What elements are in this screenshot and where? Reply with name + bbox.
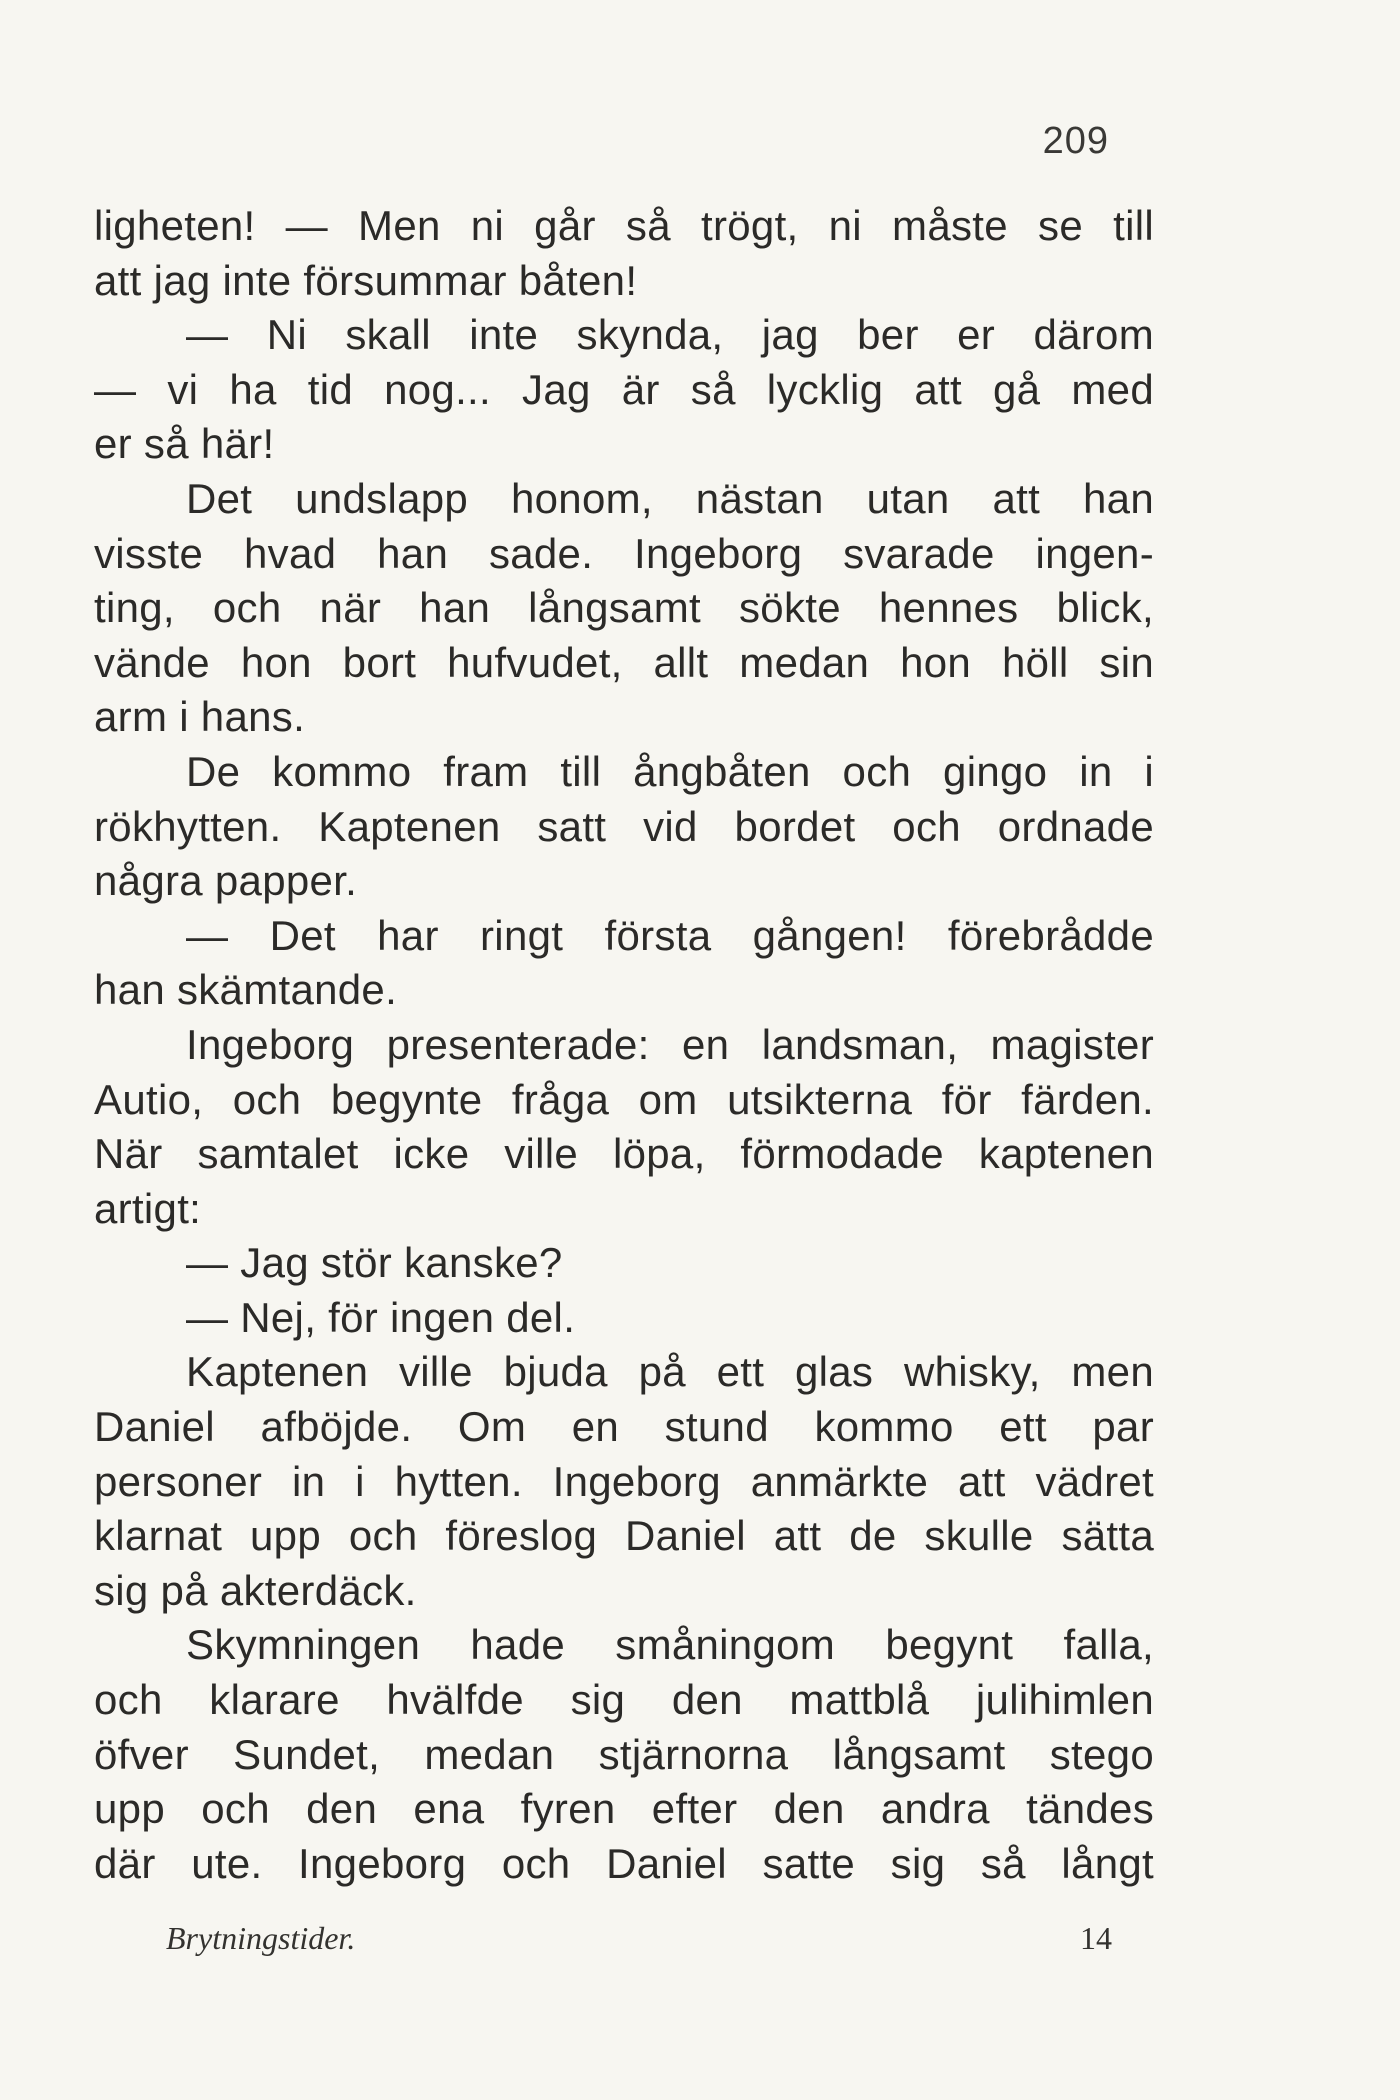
- footer-signature: Brytningstider.: [166, 1920, 356, 1956]
- text-line: öfver Sundet, medan stjärnorna långsamt stego: [94, 1730, 1154, 1778]
- text-line: er så här!: [94, 420, 275, 468]
- text-line: — Nej, för ingen del.: [186, 1293, 576, 1341]
- text-line: arm i hans.: [94, 693, 306, 741]
- text-line: ligheten! — Men ni går så trögt, ni måste se till: [94, 202, 1154, 249]
- footer-mark: 14: [1080, 1920, 1112, 1956]
- text-line: där ute. Ingeborg och Daniel satte sig så långt: [94, 1839, 1154, 1887]
- text-line: personer in i hytten. Ingeborg anmärkte att vädret: [94, 1457, 1154, 1505]
- text-line: visste hvad han sade. Ingeborg svarade ingen-: [94, 529, 1154, 577]
- text-line: upp och den ena fyren efter den andra tändes: [94, 1785, 1154, 1833]
- text-line: Kaptenen ville bjuda på ett glas whisky, men: [186, 1348, 1154, 1396]
- text-line: och klarare hvälfde sig den mattblå julihimlen: [94, 1676, 1154, 1724]
- text-line: När samtalet icke ville löpa, förmodade kaptenen: [94, 1130, 1154, 1178]
- text-line: vände hon bort hufvudet, allt medan hon höll sin: [94, 638, 1154, 686]
- text-line: rökhytten. Kaptenen satt vid bordet och ordnade: [94, 802, 1154, 850]
- text-line: — vi ha tid nog... Jag är så lycklig att gå med: [94, 365, 1154, 413]
- text-line: Autio, och begynte fråga om utsikterna för färden.: [94, 1075, 1154, 1123]
- text-line: Ingeborg presenterade: en landsman, magister: [186, 1020, 1154, 1068]
- text-line: han skämtande.: [94, 966, 398, 1014]
- text-line: att jag inte försummar båten!: [94, 256, 638, 304]
- body-text: [94, 199, 1154, 1891]
- text-line: — Det har ringt första gången! förebrådde: [186, 911, 1154, 959]
- text-line: Skymningen hade småningom begynt falla,: [186, 1621, 1154, 1669]
- text-line: klarnat upp och föreslog Daniel att de skulle sätta: [94, 1512, 1154, 1560]
- page-number: 209: [1042, 120, 1109, 162]
- text-line: — Jag stör kanske?: [186, 1239, 563, 1287]
- text-line: — Ni skall inte skynda, jag ber er därom: [186, 311, 1154, 359]
- text-line: sig på akterdäck.: [94, 1566, 417, 1614]
- text-line: artigt:: [94, 1184, 202, 1232]
- text-line: Daniel afböjde. Om en stund kommo ett par: [94, 1403, 1154, 1451]
- text-line: Det undslapp honom, nästan utan att han: [186, 474, 1154, 522]
- text-line: De kommo fram till ångbåten och gingo in i: [186, 747, 1154, 795]
- text-line: några papper.: [94, 857, 358, 905]
- text-line: ting, och när han långsamt sökte hennes blick,: [94, 584, 1154, 632]
